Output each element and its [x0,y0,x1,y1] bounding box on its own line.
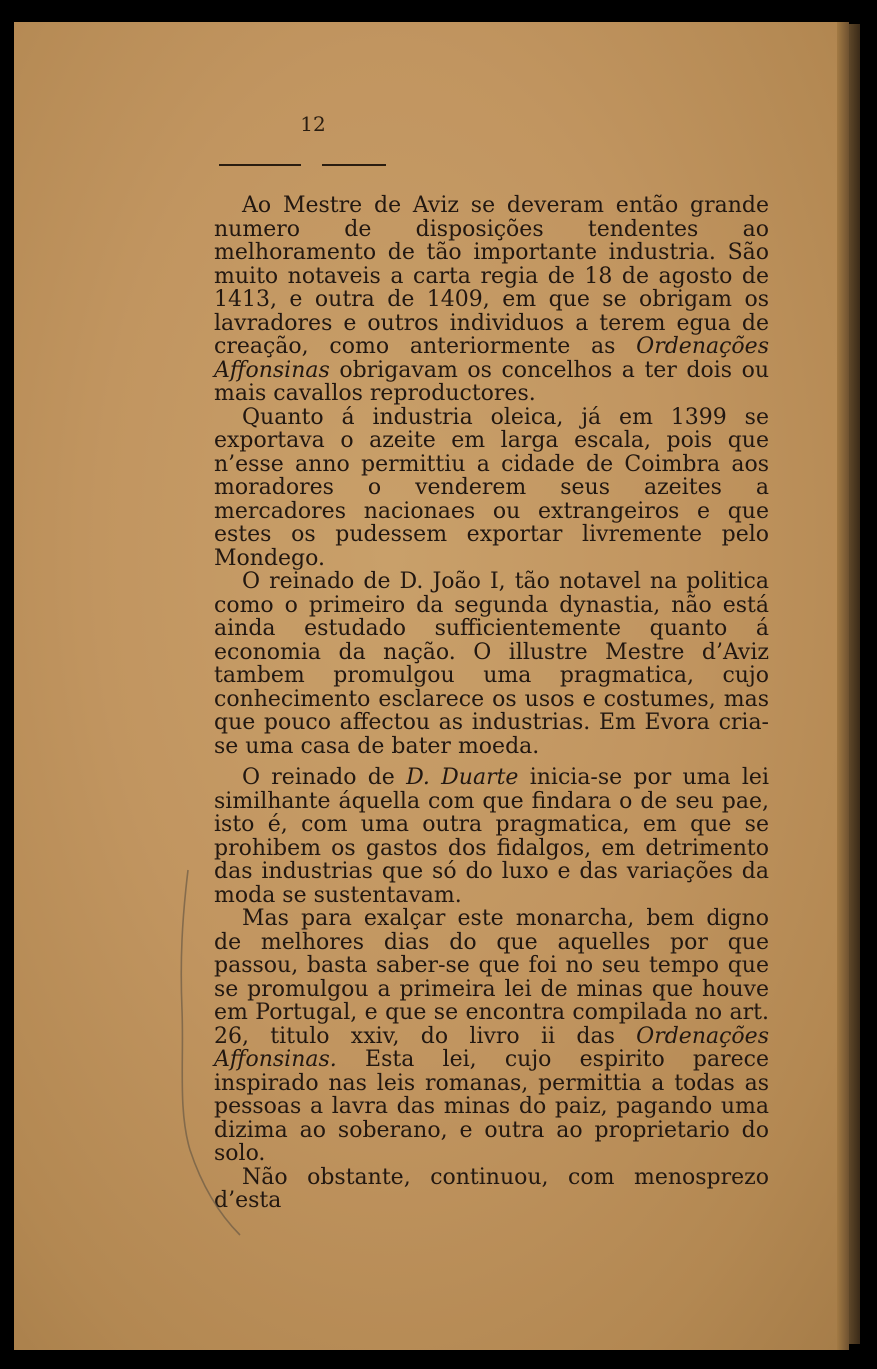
paragraph-lei-de-minas: Mas para exalçar este monarcha, bem digno de melhores dias do que aquelles por que passou, basta saber-se que foi no seu tempo que se promulgou a primeira lei de minas que houve em Portugal, e que se encontra compilada no art. 26, titulo xxiv, do livro ii das Ordenações Affonsinas. Esta lei, cujo espirito parece inspirado nas leis romanas, permittia a todas as pessoas a lavra das minas do paiz, pagando uma dizima ao soberano, e outra ao proprietario do solo. [214,906,769,1166]
paragraph-mestre-de-aviz: Ao Mestre de Aviz se deveram então grande numero de disposições tendentes ao melhoramento de tão importante industria. São muito notaveis a carta regia de 18 de agosto de 1413, e outra de 1409, em que se obrigam os lavradores e outros individuos a terem egua de creação, como anteriormente as Ordenações Affonsinas obrigavam os concelhos a ter dois ou mais cavallos reproductores. [214,193,769,406]
text-section-1 [214,194,769,758]
paragraph-reinado-joao-i: O reinado de D. João I, tão notavel na politica como o primeiro da segunda dynastia, não está ainda estudado sufficientemente quanto á economia da nação. O illustre Mestre d’Aviz tambem promulgou uma pragmatica, cujo conhecimento esclarece os usos e costumes, mas que pouco affectou as industrias. Em Evora cria-se uma casa de bater moeda. [214,569,769,759]
title-ordenacoes-affonsinas: Ordenações Affonsinas [214,334,769,383]
header-rule-right [322,164,386,166]
paragraph-industria-oleica: Quanto á industria oleica, já em 1399 se exportava o azeite em larga escala, pois que n’esse anno permittiu a cidade de Coimbra aos moradores o venderem seus azeites a mercadores nacionaes ou extrangeiros e que estes os pudessem exportar livremente pelo Mondego. [214,404,769,571]
header-rule-left [219,164,301,166]
title-ordenacoes-affonsinas-2: Ordenações Affonsinas. [214,1023,769,1072]
paragraph-reinado-duarte: O reinado de D. Duarte inicia-se por uma lei similhante áquella com que findara o de seu pae, isto é, com uma outra pragmatica, em que se prohibem os gastos dos fidalgos, em detrimento das industrias que só do luxo e das variações da moda se sustentavam. [214,765,769,908]
pencil-margin-mark [160,860,250,1240]
paragraph-nao-obstante: Não obstante, continuou, com menosprezo d’esta [214,1164,769,1213]
name-d-duarte: D. Duarte [406,765,519,790]
text-section-2 [214,766,769,1213]
page-edge [837,22,849,1350]
page-number: 12 [300,112,326,136]
